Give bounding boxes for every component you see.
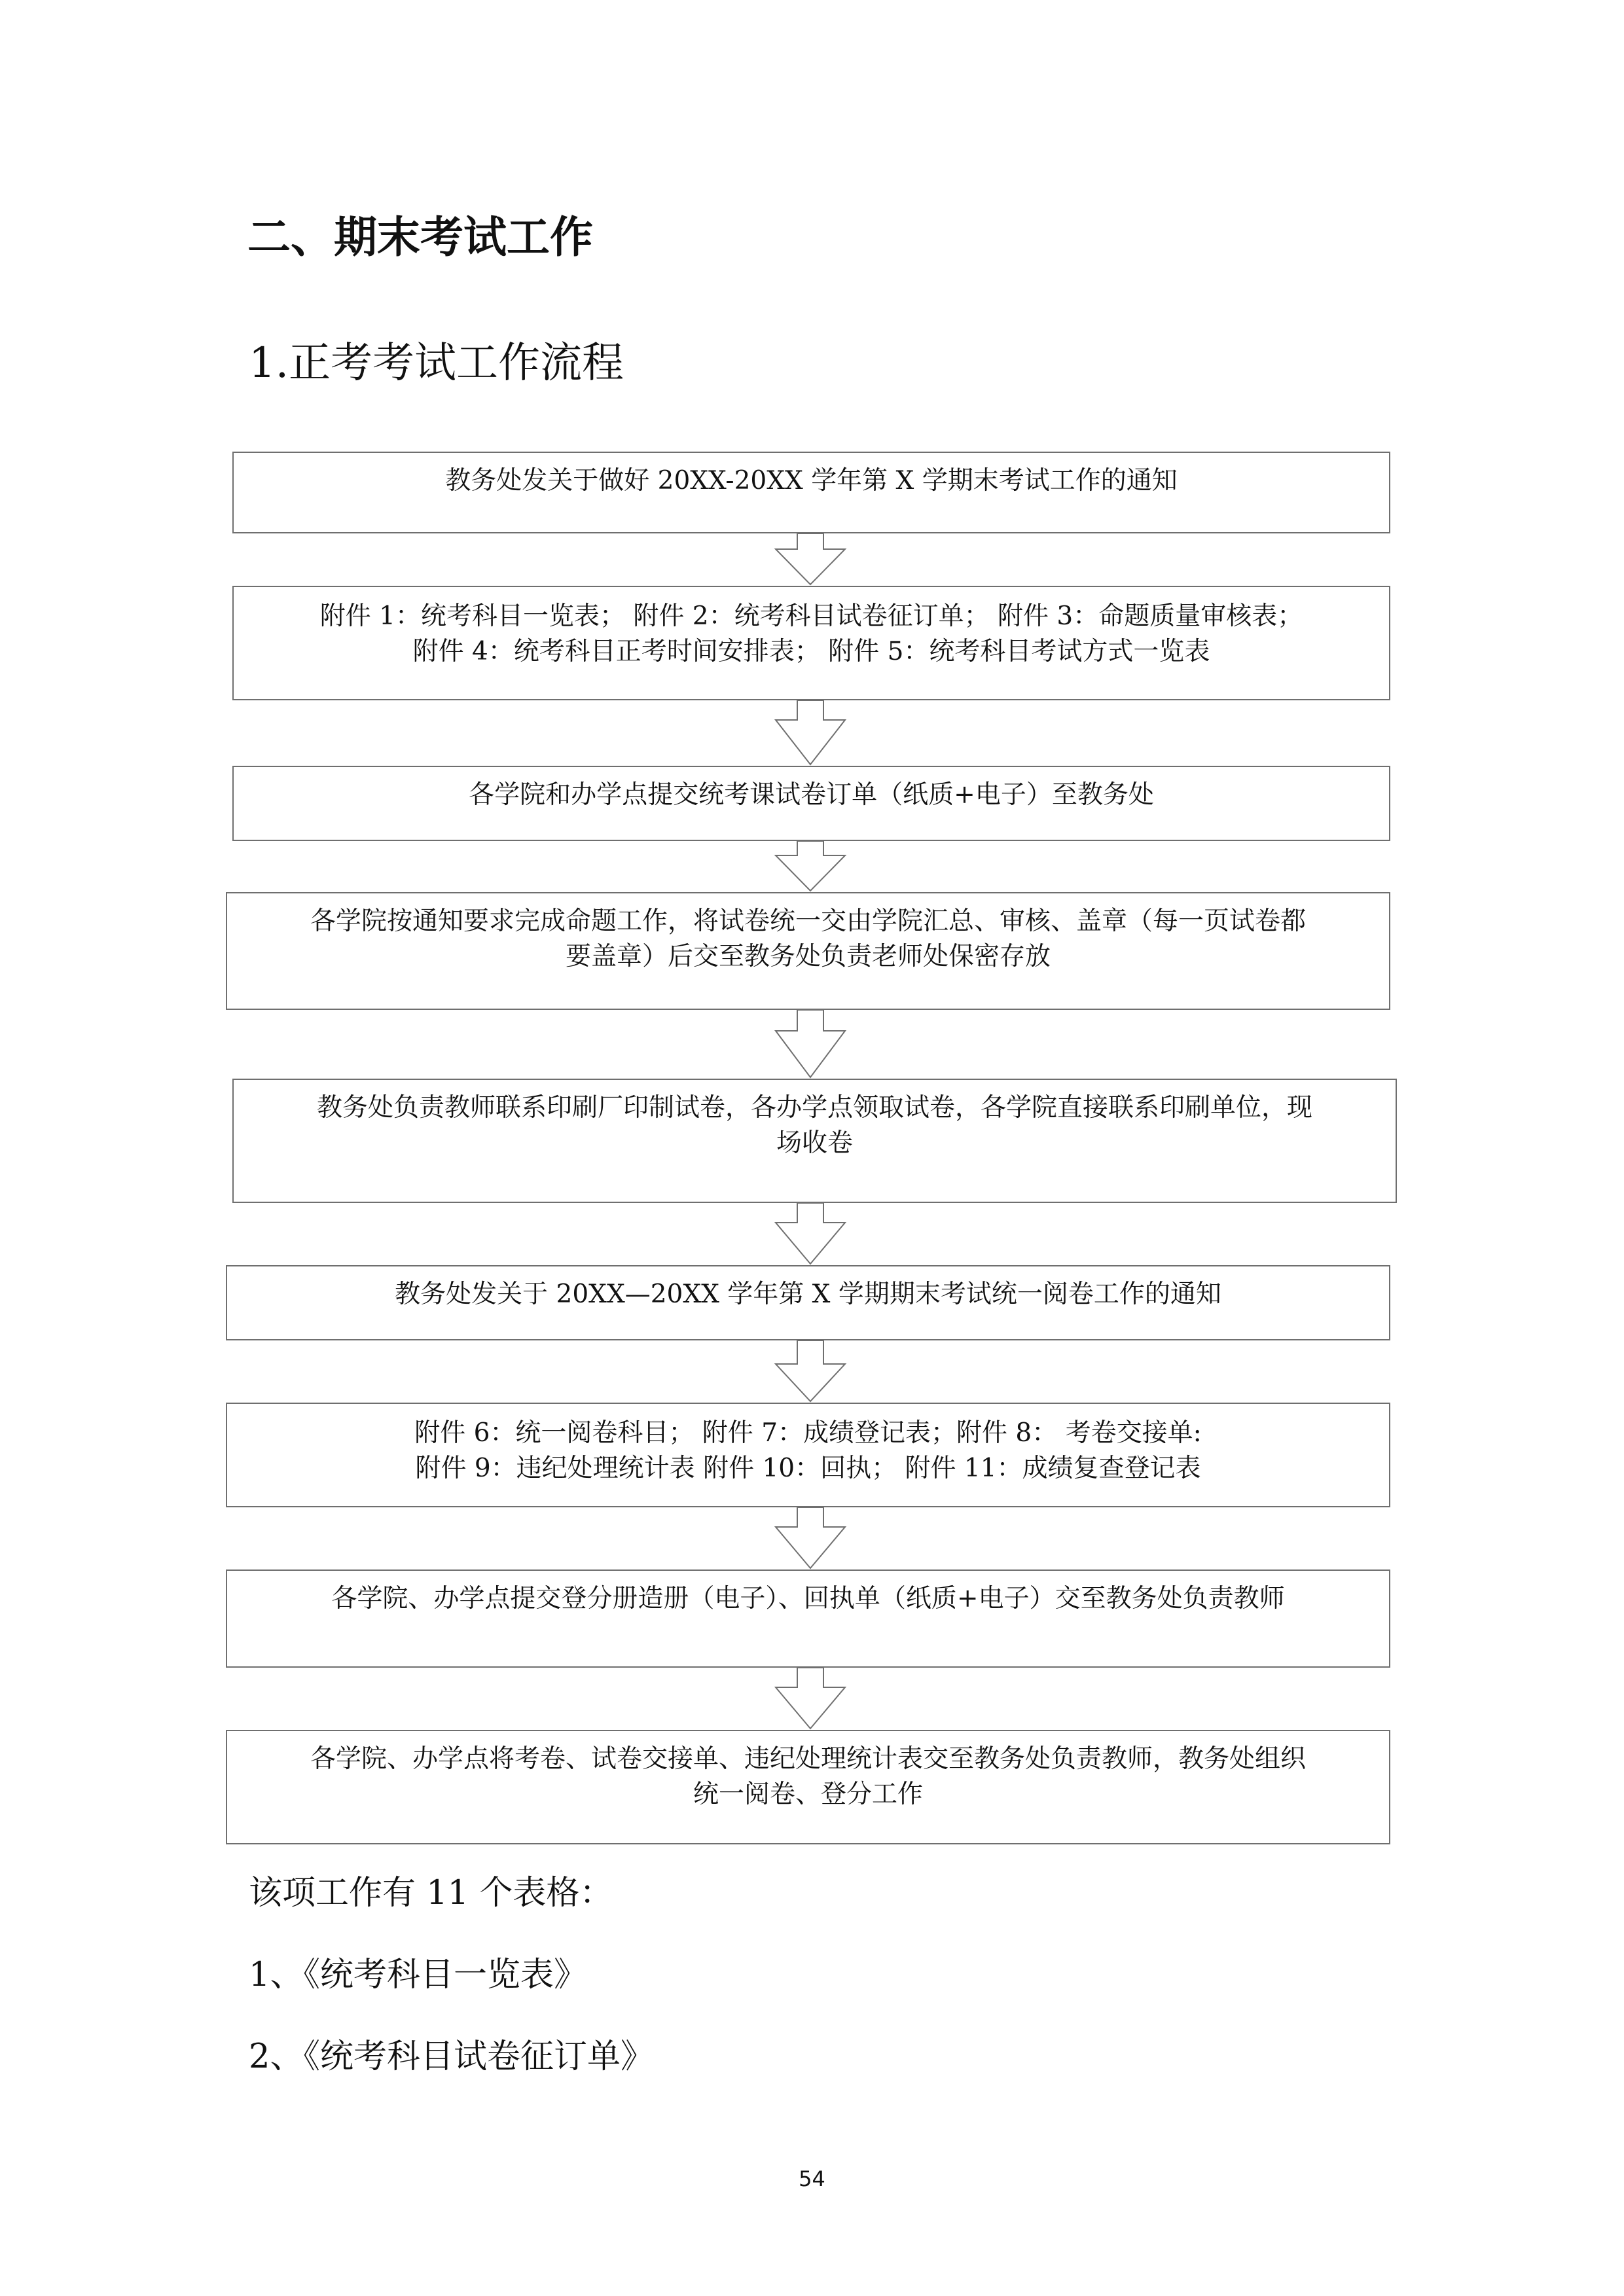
- flow-arrow-7: [776, 1507, 845, 1570]
- flow-arrow-2: [776, 700, 845, 766]
- page-number: 54: [799, 2166, 825, 2191]
- flow-step-6: 教务处发关于 20XX—20XX 学年第 X 学期期末考试统一阅卷工作的通知: [226, 1265, 1390, 1340]
- summary-item-2: 2、《统考科目试卷征订单》: [249, 2037, 654, 2076]
- flow-step-5: 教务处负责教师联系印刷厂印制试卷，各办学点领取试卷，各学院直接联系印刷单位，现 场收卷: [232, 1079, 1397, 1203]
- summary-item-1: 1、《统考科目一览表》: [249, 1956, 587, 1994]
- flow-arrow-3: [776, 841, 845, 892]
- flow-step-8: 各学院、办学点提交登分册造册（电子）、回执单（纸质+电子）交至教务处负责教师: [226, 1570, 1390, 1668]
- flow-step-2: 附件 1：统考科目一览表； 附件 2：统考科目试卷征订单； 附件 3：命题质量审核表； 附件 4：统考科目正考时间安排表； 附件 5：统考科目考试方式一览表: [232, 586, 1390, 700]
- flow-arrow-5: [776, 1203, 845, 1265]
- flow-step-4: 各学院按通知要求完成命题工作，将试卷统一交由学院汇总、审核、盖章（每一页试卷都 要盖章）后交至教务处负责老师处保密存放: [226, 892, 1390, 1010]
- flow-step-1: 教务处发关于做好 20XX-20XX 学年第 X 学期末考试工作的通知: [232, 452, 1390, 533]
- flow-step-3: 各学院和办学点提交统考课试卷订单（纸质+电子）至教务处: [232, 766, 1390, 841]
- section-heading: 二、期末考试工作: [247, 212, 593, 262]
- flow-arrow-1: [776, 533, 845, 586]
- summary-intro: 该项工作有 11 个表格：: [249, 1874, 613, 1912]
- flow-arrow-8: [776, 1668, 845, 1730]
- flow-arrow-4: [776, 1010, 845, 1079]
- flow-arrow-6: [776, 1340, 845, 1403]
- flow-step-7: 附件 6：统一阅卷科目； 附件 7：成绩登记表；附件 8： 考卷交接单: 附件 9：违纪处理统计表 附件 10：回执； 附件 11：成绩复查登记表: [226, 1403, 1390, 1507]
- flow-step-9: 各学院、办学点将考卷、试卷交接单、违纪处理统计表交至教务处负责教师，教务处组织 统一阅卷、登分工作: [226, 1730, 1390, 1844]
- sub-heading: 1.正考考试工作流程: [249, 339, 624, 387]
